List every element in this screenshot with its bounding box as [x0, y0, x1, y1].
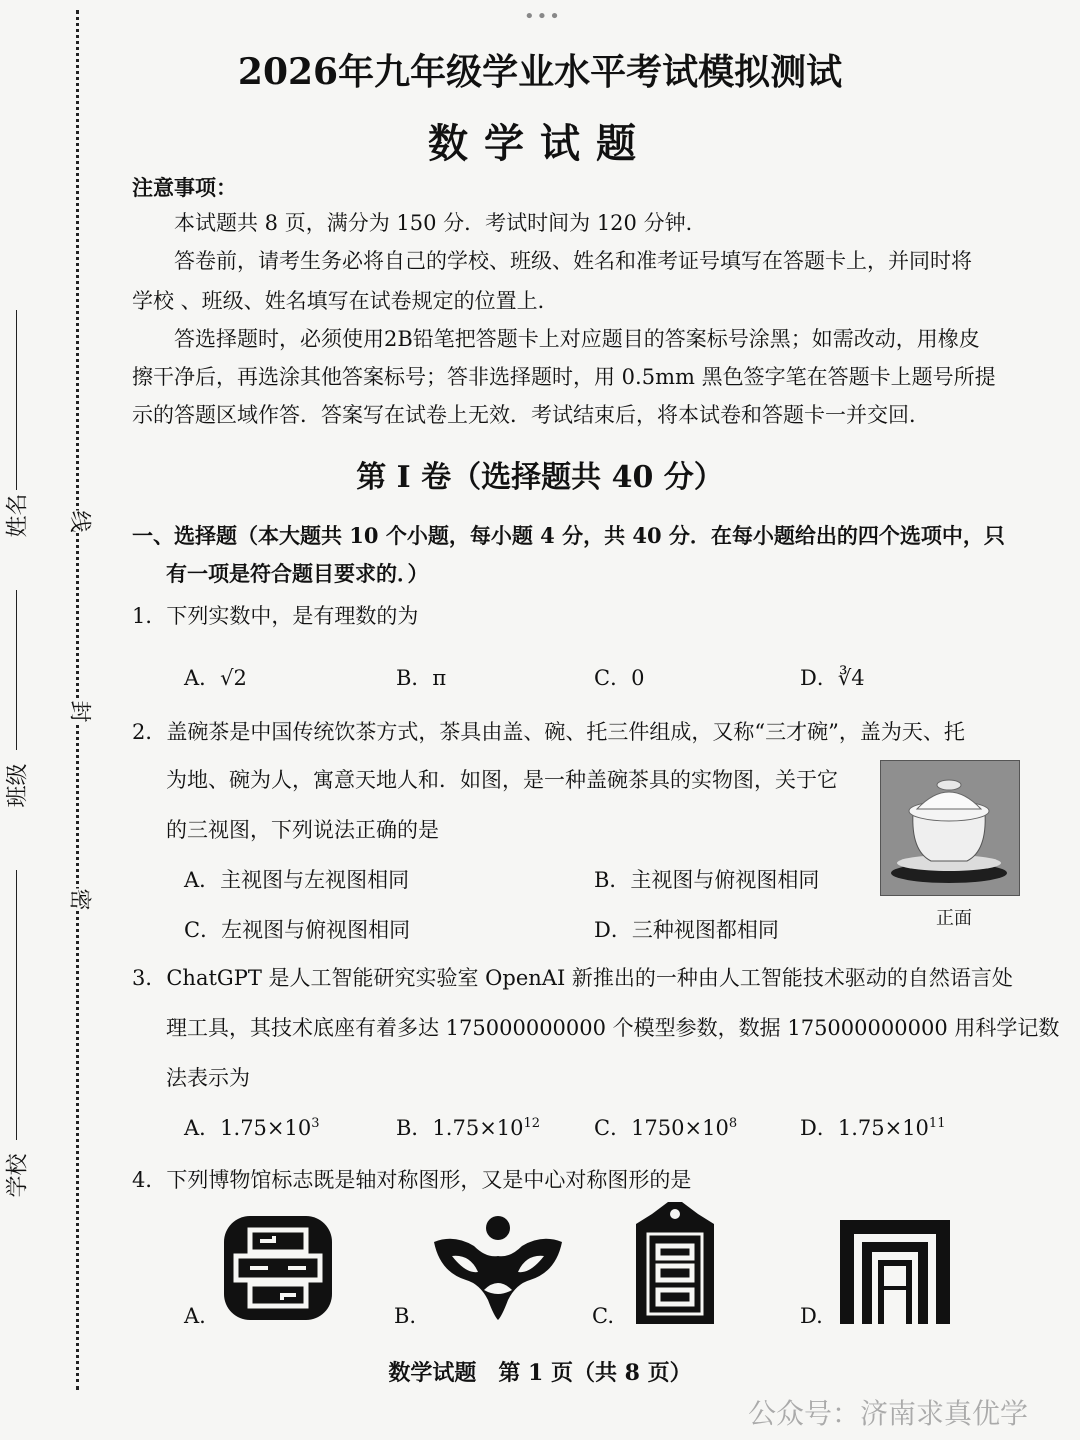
q1-option-c: C．0 — [594, 666, 645, 690]
notice-p2b: 学校 、班级、姓名填写在试卷规定的位置上． — [132, 289, 559, 313]
q2-option-b: B．主视图与俯视图相同 — [594, 868, 820, 892]
class-field-line — [16, 590, 17, 750]
gaiwan-teacup-image — [880, 760, 1020, 896]
binding-mark-seal: 封 — [60, 700, 103, 722]
q3-option-c: C．$1750\times 10^8$ — [594, 1116, 738, 1140]
q1-option-b: B．π — [396, 666, 447, 690]
drag-handle-dots: ••• — [524, 6, 562, 27]
notice-p3a: 答选择题时，必须使用2B铅笔把答题卡上对应题目的答案标号涂黑；如需改动，用橡皮 — [174, 327, 980, 351]
q1-option-d: D．∛4 — [800, 666, 865, 690]
q4-option-b-label: B. — [394, 1304, 417, 1328]
watermark: 公众号：济南求真优学 — [748, 1397, 1029, 1430]
museum-logo-b — [430, 1212, 566, 1324]
page-footer: 数学试题 第 1 页（共 8 页） — [388, 1360, 692, 1386]
notice-p2a: 答卷前，请考生务必将自己的学校、班级、姓名和准考证号填写在答题卡上，并同时将 — [174, 249, 972, 273]
q2-option-d: D．三种视图都相同 — [594, 918, 779, 942]
q3-stem-3: 法表示为 — [166, 1066, 250, 1090]
notice-p3c: 示的答题区域作答．答案写在试卷上无效．考试结束后，将本试卷和答题卡一并交回． — [132, 403, 930, 427]
q1-stem: 1．下列实数中，是有理数的为 — [132, 604, 419, 628]
section-title: 第 I 卷（选择题共 40 分） — [356, 460, 724, 495]
q4-option-c-label: C. — [592, 1304, 614, 1328]
subject-title: 数学试题 — [428, 120, 652, 167]
notice-p1: 本试题共 8 页，满分为 150 分．考试时间为 120 分钟． — [174, 211, 707, 235]
q4-stem: 4．下列博物馆标志既是轴对称图形，又是中心对称图形的是 — [132, 1168, 692, 1192]
binding-mark-secret: 密 — [60, 888, 103, 910]
section-instruction-2: 有一项是符合题目要求的．） — [166, 561, 429, 586]
q2-option-a: A．主视图与左视图相同 — [184, 868, 410, 892]
q3-option-d: D．$1.75\times 10^{11}$ — [800, 1116, 946, 1140]
school-field-line — [16, 870, 17, 1140]
notice-p3b: 擦干净后，再选涂其他答案标号；答非选择题时，用 0.5mm 黑色签字笔在答题卡上题号所提 — [132, 365, 996, 389]
exam-title: 2026年九年级学业水平考试模拟测试 — [237, 51, 843, 93]
q2-stem-2: 为地、碗为人，寓意天地人和．如图，是一种盖碗茶具的实物图，关于它 — [166, 768, 838, 792]
notice-heading: 注意事项： — [132, 175, 237, 200]
school-field-label: 学校 — [5, 1153, 31, 1198]
q1-option-a: A．√2 — [184, 666, 247, 690]
museum-logo-c — [628, 1200, 722, 1328]
q2-stem-3: 的三视图，下列说法正确的是 — [166, 818, 439, 842]
q4-option-a-label: A. — [184, 1304, 206, 1328]
q3-option-a: A．$1.75\times 10^3$ — [184, 1116, 320, 1140]
q2-stem-1: 2．盖碗茶是中国传统饮茶方式，茶具由盖、碗、托三件组成，又称“三才碗”，盖为天、托 — [132, 720, 965, 744]
museum-logo-d — [840, 1220, 950, 1324]
figure-caption: 正面 — [936, 908, 972, 929]
name-field-label: 姓名 — [5, 493, 31, 538]
class-field-label: 班级 — [5, 763, 31, 808]
museum-logo-a — [220, 1212, 336, 1324]
q3-stem-2: 理工具，其技术底座有着多达 175000000000 个模型参数，数据 175000000000 用科学记数 — [166, 1016, 1060, 1040]
q4-option-d-label: D. — [800, 1304, 823, 1328]
binding-mark-line: 线 — [60, 510, 103, 532]
q3-option-b: B．$1.75\times 10^{12}$ — [396, 1116, 541, 1140]
q2-option-c: C．左视图与俯视图相同 — [184, 918, 411, 942]
q3-stem-1: 3．ChatGPT 是人工智能研究实验室 OpenAI 新推出的一种由人工智能技术驱动的自然语言处 — [132, 966, 1013, 990]
section-instruction-1: 一、选择题（本大题共 10 个小题，每小题 4 分，共 40 分．在每小题给出的四个选项中，只 — [132, 523, 1005, 548]
